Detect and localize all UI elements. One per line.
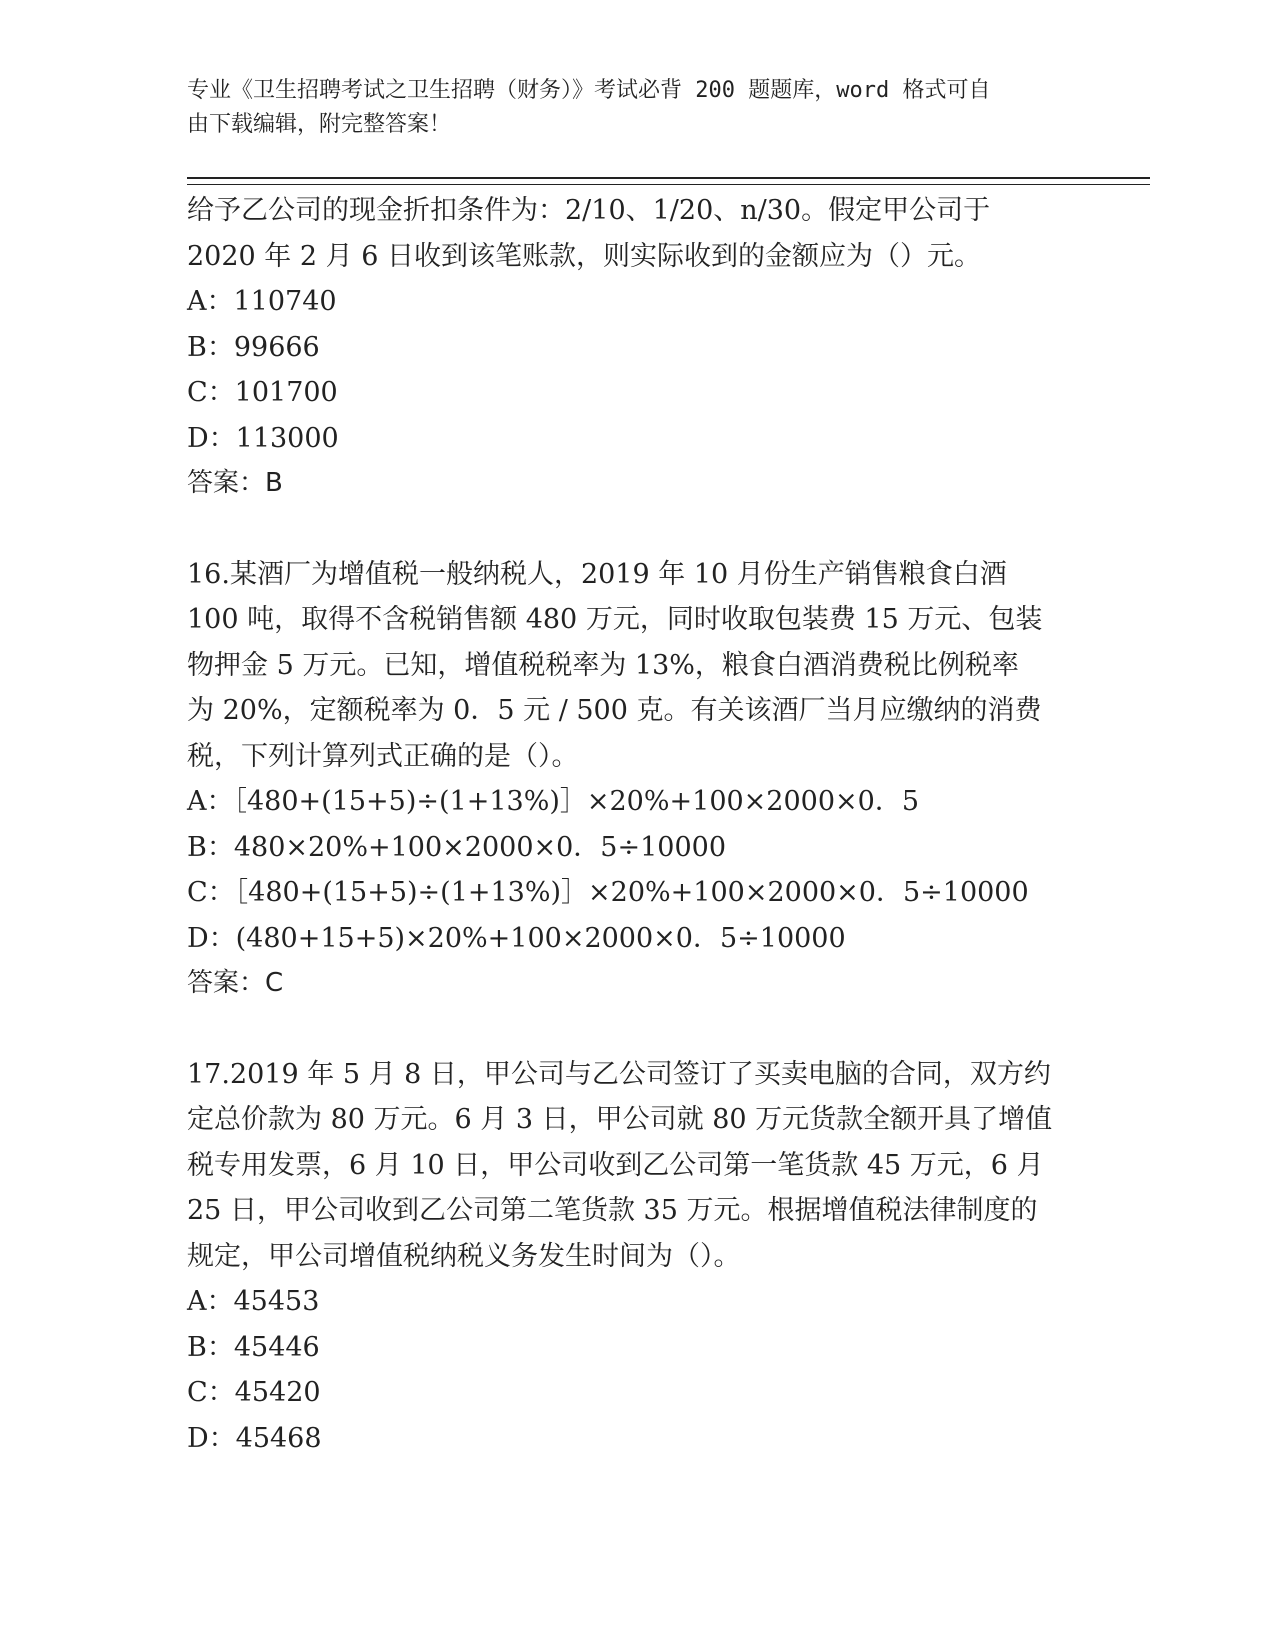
option-d: D：113000 (187, 422, 339, 454)
option-b: B：99666 (187, 331, 320, 363)
answer-line: 答案：B (187, 468, 283, 498)
question-text-line: 100 吨，取得不含税销售额 480 万元，同时收取包装费 15 万元、包装 (187, 604, 1043, 635)
question-text-line: 25 日，甲公司收到乙公司第二笔货款 35 万元。根据增值税法律制度的 (187, 1195, 1038, 1226)
question-text-line: 为 20%，定额税率为 0．5 元 / 500 克。有关该酒厂当月应缴纳的消费 (187, 695, 1042, 726)
option-c: C：45420 (187, 1377, 321, 1408)
option-a: A：110740 (187, 286, 337, 317)
question-15 (187, 188, 1087, 507)
question-text-line: 2020 年 2 月 6 日收到该笔账款，则实际收到的金额应为（）元。 (187, 240, 981, 272)
option-b: B：45446 (187, 1331, 320, 1363)
question-text-line: 物押金 5 万元。已知，增值税税率为 13%，粮食白酒消费税比例税率 (187, 649, 1019, 681)
question-text-line: 17.2019 年 5 月 8 日，甲公司与乙公司签订了买卖电脑的合同，双方约 (187, 1058, 1051, 1090)
option-b: B：480×20%+100×2000×0．5÷10000 (187, 831, 726, 863)
header-divider-thin (187, 184, 1150, 185)
question-text-line: 给予乙公司的现金折扣条件为：2/10、1/20、n/30。假定甲公司于 (187, 195, 991, 226)
option-a: A：45453 (187, 1286, 320, 1317)
option-a: A：［480+(15+5)÷(1+13%)］×20%+100×2000×0．5 (187, 786, 919, 817)
document-header (187, 74, 1067, 142)
question-text-line: 16.某酒厂为增值税一般纳税人，2019 年 10 月份生产销售粮食白酒 (187, 558, 1007, 590)
question-gap (187, 507, 1087, 552)
question-text-line: 规定，甲公司增值税纳税义务发生时间为（）。 (187, 1240, 741, 1272)
option-d: D：(480+15+5)×20%+100×2000×0．5÷10000 (187, 922, 846, 954)
header-line-1: 专业《卫生招聘考试之卫生招聘（财务）》考试必背 200 题题库，word 格式可自 (187, 78, 991, 103)
question-17 (187, 1052, 1087, 1462)
answer-line: 答案：C (187, 968, 284, 998)
document-body (187, 188, 1087, 1461)
question-text-line: 定总价款为 80 万元。6 月 3 日，甲公司就 80 万元货款全额开具了增值 (187, 1104, 1053, 1135)
option-d: D：45468 (187, 1422, 322, 1454)
question-text-line: 税专用发票，6 月 10 日，甲公司收到乙公司第一笔货款 45 万元，6 月 (187, 1149, 1044, 1181)
header-divider-thick (187, 177, 1150, 179)
question-text-line: 税，下列计算列式正确的是（）。 (187, 740, 579, 772)
header-line-2: 由下载编辑，附完整答案！ (187, 112, 452, 137)
question-gap (187, 1007, 1087, 1052)
option-c: C：101700 (187, 377, 338, 408)
question-16 (187, 552, 1087, 1007)
option-c: C：［480+(15+5)÷(1+13%)］×20%+100×2000×0．5÷10000 (187, 877, 1029, 908)
